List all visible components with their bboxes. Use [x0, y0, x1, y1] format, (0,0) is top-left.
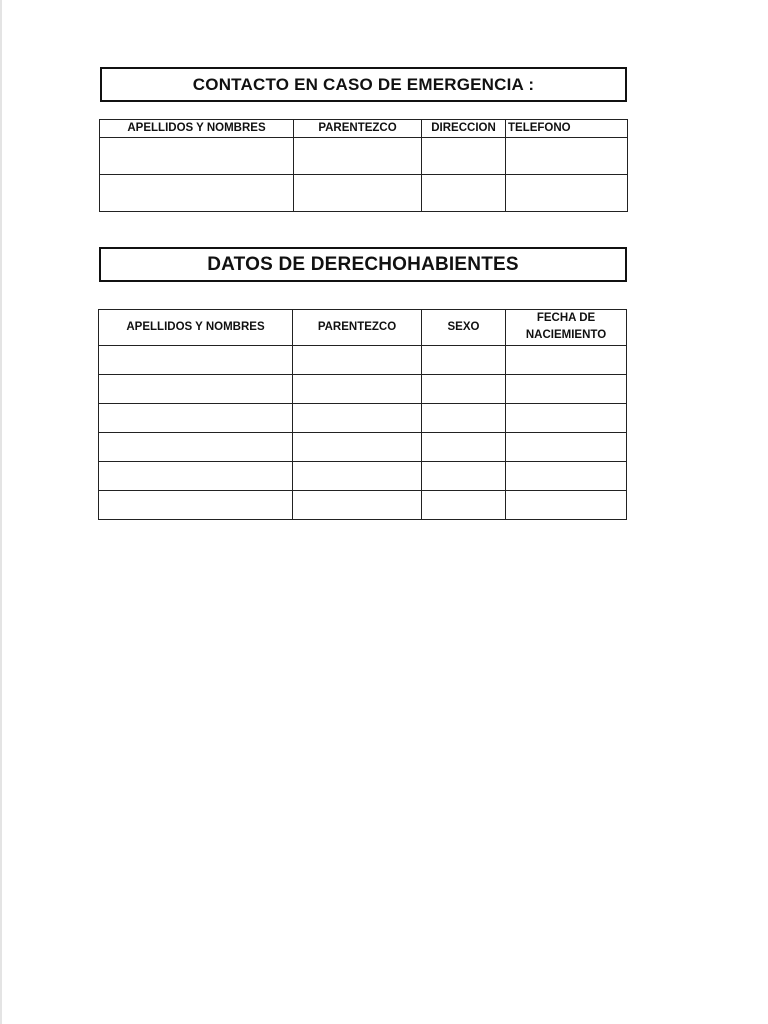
cell-apellidos-nombres[interactable] — [100, 175, 294, 212]
cell-direccion[interactable] — [422, 175, 506, 212]
cell-fecha-nacimiento[interactable] — [506, 345, 627, 374]
emergency-contact-title-text: CONTACTO EN CASO DE EMERGENCIA : — [192, 74, 535, 94]
column-header-parentezco: PARENTEZCO — [293, 310, 422, 346]
cell-apellidos-nombres[interactable] — [99, 432, 293, 461]
cell-apellidos-nombres[interactable] — [99, 345, 293, 374]
column-header-parentezco: PARENTEZCO — [294, 120, 422, 138]
derechohabientes-title-text: DATOS DE DERECHOHABIENTES — [207, 253, 519, 275]
cell-direccion[interactable] — [422, 138, 506, 175]
cell-fecha-nacimiento[interactable] — [506, 490, 627, 519]
table-row — [99, 490, 627, 519]
cell-parentezco[interactable] — [293, 374, 422, 403]
cell-apellidos-nombres[interactable] — [100, 138, 294, 175]
cell-telefono[interactable] — [506, 175, 628, 212]
table-header-row — [99, 310, 627, 346]
cell-parentezco[interactable] — [293, 490, 422, 519]
cell-sexo[interactable] — [422, 374, 506, 403]
cell-sexo[interactable] — [422, 490, 506, 519]
column-header-sexo: SEXO — [422, 310, 506, 346]
cell-parentezco[interactable] — [293, 345, 422, 374]
table-row — [100, 175, 628, 212]
cell-fecha-nacimiento[interactable] — [506, 374, 627, 403]
cell-apellidos-nombres[interactable] — [99, 374, 293, 403]
cell-fecha-nacimiento[interactable] — [506, 403, 627, 432]
emergency-contact-title — [100, 67, 627, 102]
cell-fecha-nacimiento[interactable] — [506, 461, 627, 490]
cell-sexo[interactable] — [422, 432, 506, 461]
derechohabientes-title — [99, 247, 627, 282]
table-row — [99, 345, 627, 374]
table-header-row — [100, 120, 628, 138]
cell-sexo[interactable] — [422, 345, 506, 374]
cell-fecha-nacimiento[interactable] — [506, 432, 627, 461]
cell-apellidos-nombres[interactable] — [99, 403, 293, 432]
cell-sexo[interactable] — [422, 461, 506, 490]
cell-apellidos-nombres[interactable] — [99, 461, 293, 490]
column-header-apellidos-nombres: APELLIDOS Y NOMBRES — [99, 310, 293, 346]
cell-sexo[interactable] — [422, 403, 506, 432]
table-row — [99, 432, 627, 461]
table-row — [99, 461, 627, 490]
emergency-contact-table — [99, 119, 628, 212]
table-row — [99, 374, 627, 403]
column-header-apellidos-nombres: APELLIDOS Y NOMBRES — [100, 120, 294, 138]
table-row — [99, 403, 627, 432]
cell-parentezco[interactable] — [294, 138, 422, 175]
column-header-telefono: TELEFONO — [506, 120, 628, 138]
cell-apellidos-nombres[interactable] — [99, 490, 293, 519]
cell-parentezco[interactable] — [294, 175, 422, 212]
scan-edge — [0, 0, 2, 1024]
cell-telefono[interactable] — [506, 138, 628, 175]
table-row — [100, 138, 628, 175]
column-header-direccion: DIRECCION — [422, 120, 506, 138]
column-header-fecha-nacimiento: FECHA DE NACIEMIENTO — [506, 310, 627, 346]
derechohabientes-table — [98, 309, 627, 520]
cell-parentezco[interactable] — [293, 403, 422, 432]
cell-parentezco[interactable] — [293, 461, 422, 490]
cell-parentezco[interactable] — [293, 432, 422, 461]
